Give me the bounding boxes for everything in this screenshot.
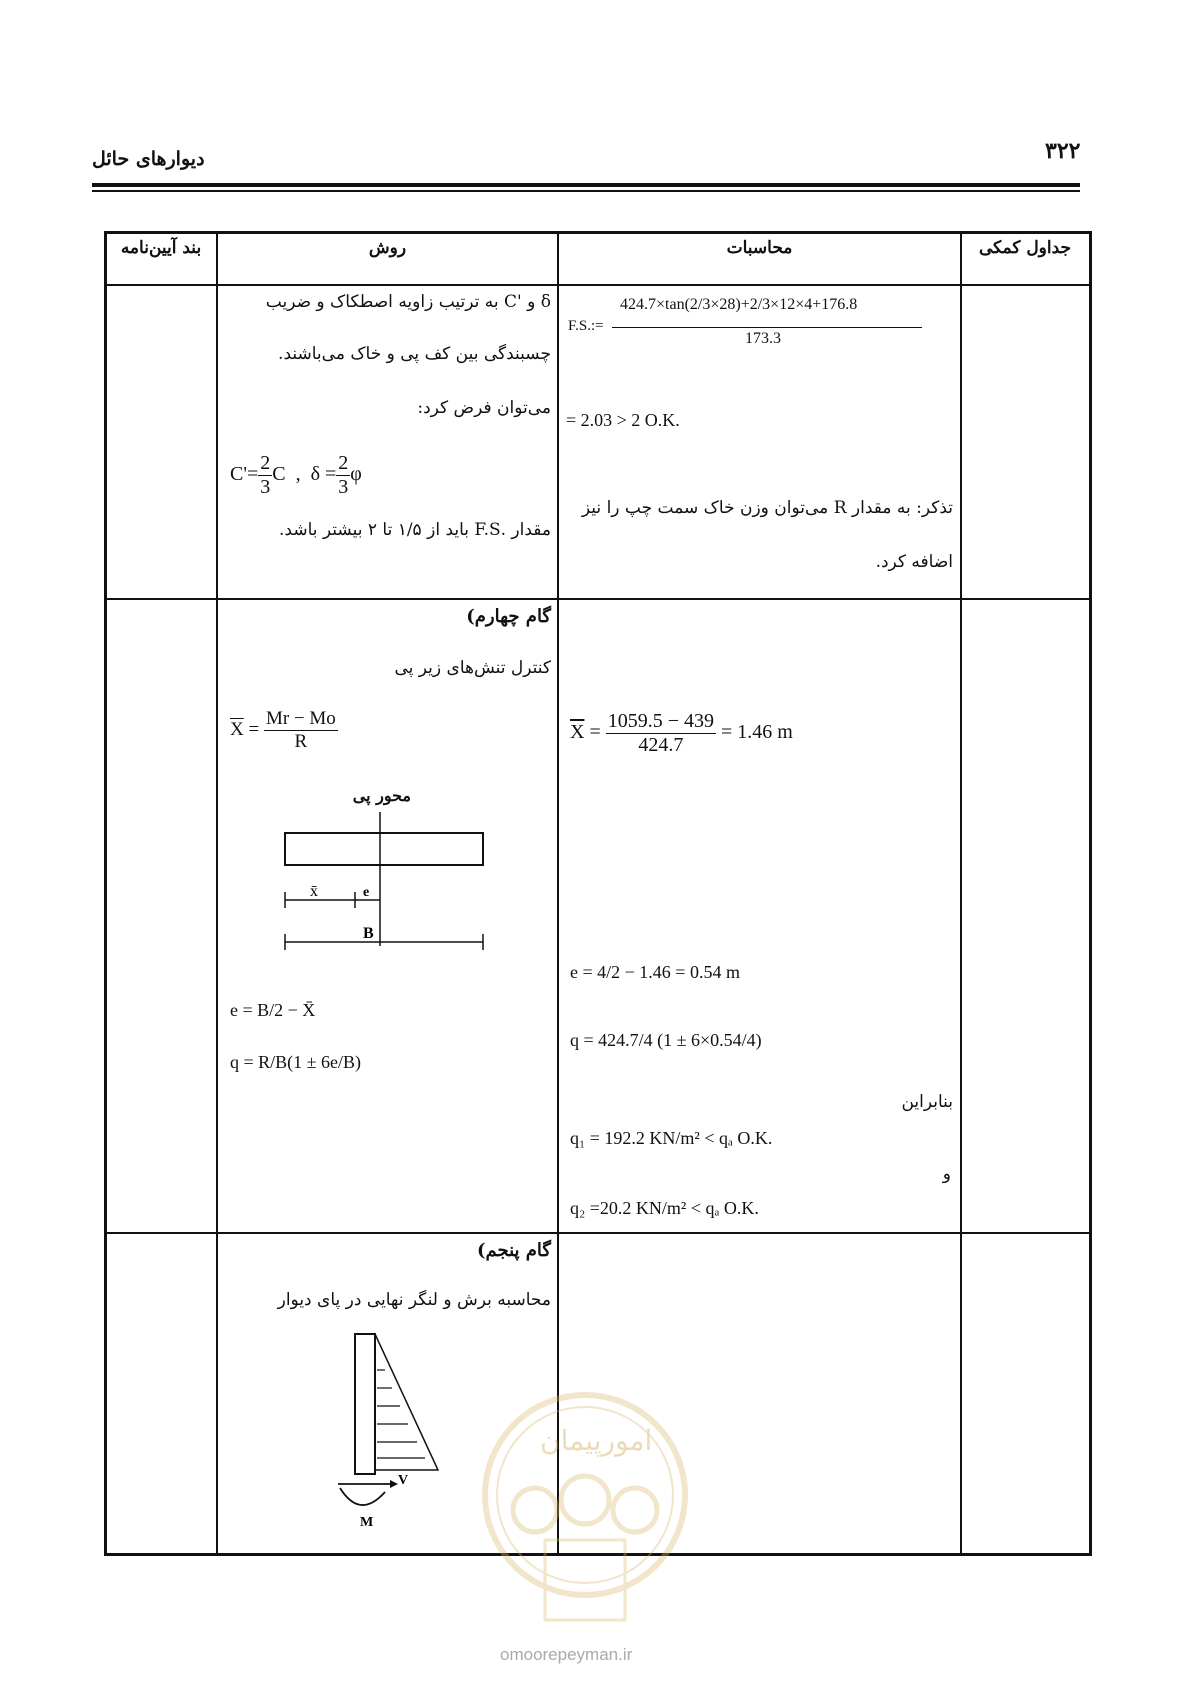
header-rule xyxy=(92,183,1080,187)
table-row-divider xyxy=(104,598,1089,600)
xbar-numerator: Mr − Mo xyxy=(265,708,336,729)
watermark-url: omoorepeyman.ir xyxy=(500,1645,633,1664)
method-text: δ و 'C به ترتیب زاویه اصطکاک و ضریب xyxy=(265,292,551,312)
m-label: M xyxy=(360,1515,374,1530)
table-row-divider xyxy=(104,284,1089,286)
method-text: می‌توان فرض کرد: xyxy=(417,398,551,418)
seal-text: امورپیمان xyxy=(540,1426,653,1457)
step-description: محاسبه برش و لنگر نهایی در پای دیوار xyxy=(277,1290,551,1310)
therefore-label: بنابراین xyxy=(901,1092,953,1112)
table-col-divider xyxy=(216,231,218,1553)
b-label: B xyxy=(363,925,374,942)
wall-stem xyxy=(355,1334,375,1474)
table-col-divider xyxy=(557,231,559,1553)
e-formula: e = B/2 − X̄ xyxy=(230,1000,316,1020)
footing-rect xyxy=(285,833,483,865)
formula-c-label: C'= xyxy=(230,463,259,486)
calc-xbar: $\overline{X}$ = $\frac{1059.5 - 439}{424.7}$ = 1.46 m xyxy=(570,710,793,756)
v-label: V xyxy=(398,1473,409,1488)
step-title: گام پنجم) xyxy=(476,1240,551,1261)
header-code-clause: بند آیین‌نامه xyxy=(120,238,202,258)
header-rule-thin xyxy=(92,190,1080,192)
calc-xbar-numerator: 1059.5 − 439 xyxy=(607,710,715,732)
xbar-label: x̄ xyxy=(310,883,318,900)
header-aux-tables: جداول کمکی xyxy=(978,238,1072,258)
and-label: و xyxy=(942,1164,951,1184)
header-method: روش xyxy=(368,238,407,258)
step-description: کنترل تنش‌های زیر پی xyxy=(394,658,551,678)
xbar-formula: $\overline{X}$ = $\frac{Mr - Mo}{R}$ xyxy=(230,708,336,752)
calc-note: اضافه کرد. xyxy=(875,552,953,572)
fs-denominator: 173.3 xyxy=(745,330,781,347)
page-number: ۳۲۲ xyxy=(1045,138,1081,164)
watermark-seal xyxy=(480,1380,690,1640)
table-col-divider xyxy=(960,231,962,1553)
assumption-formula: C'= $\frac{2}{3}$ C , δ = $\frac{2}{3}$ φ xyxy=(230,452,362,498)
table-row-divider xyxy=(104,1232,1089,1234)
calc-xbar-denominator: 424.7 xyxy=(638,734,684,756)
fs-formula-line xyxy=(612,327,922,328)
q-formula: q = R/B(1 ± 6e/B) xyxy=(230,1052,362,1072)
e-label: e xyxy=(363,885,370,900)
header-calculations: محاسبات xyxy=(726,238,793,258)
step-title: گام چهارم) xyxy=(466,606,551,627)
moment-arrow xyxy=(340,1488,385,1505)
fs-numerator: 424.7×tan(2/3×28)+2/3×12×4+176.8 xyxy=(620,296,858,313)
chapter-title: دیوارهای حائل xyxy=(92,148,205,170)
calc-note: تذکر: به مقدار R می‌توان وزن خاک سمت چپ را نیز xyxy=(581,498,953,518)
calc-xbar-result: = 1.46 m xyxy=(721,721,793,744)
wall-pressure-diagram xyxy=(330,1330,460,1530)
calc-q: q = 424.7/4 (1 ± 6×0.54/4) xyxy=(570,1030,762,1050)
xbar-denominator: R xyxy=(294,731,308,752)
foundation-diagram xyxy=(270,800,500,960)
method-text: چسبندگی بین کف پی و خاک می‌باشند. xyxy=(278,344,551,364)
q2-result: q₂ =20.2 KN/m² < qₐ O.K. xyxy=(570,1198,759,1218)
calc-e: e = 4/2 − 1.46 = 0.54 m xyxy=(570,962,740,982)
fs-result: = 2.03 > 2 O.K. xyxy=(566,410,680,430)
pressure-triangle xyxy=(375,1334,438,1470)
method-note: مقدار .F.S باید از ۱/۵ تا ۲ بیشتر باشد. xyxy=(279,520,551,540)
axis-label: محور پی xyxy=(352,786,411,805)
fs-label: F.S.:= xyxy=(568,318,604,334)
formula-delta-label: δ = xyxy=(310,463,337,486)
q1-result: q₁ = 192.2 KN/m² < qₐ O.K. xyxy=(570,1128,773,1148)
